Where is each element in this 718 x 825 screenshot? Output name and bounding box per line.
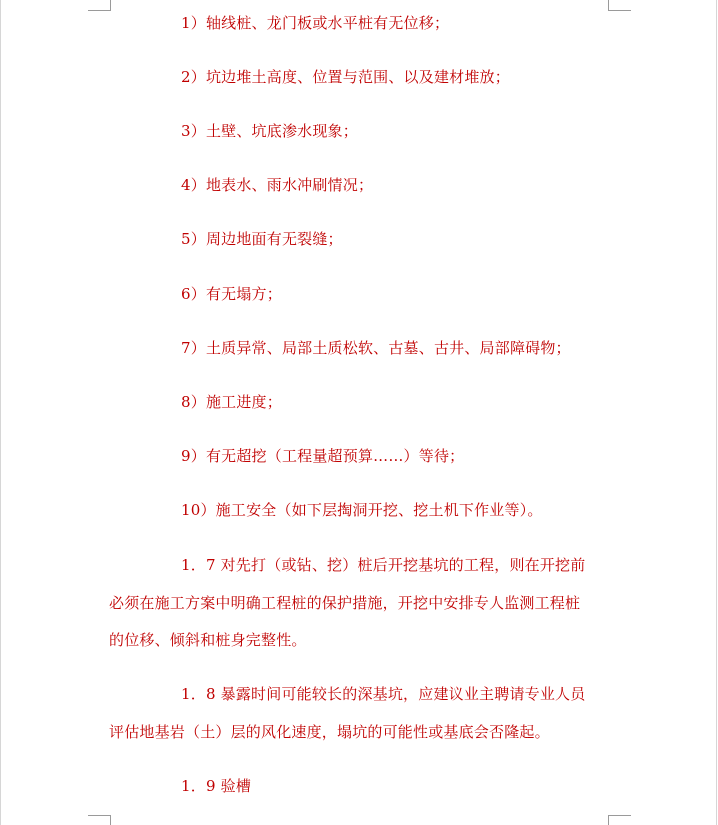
page-right-edge [716, 0, 717, 825]
list-item: 2）坑边堆土高度、位置与范围、以及建材堆放； [181, 68, 510, 86]
list-item: 1）轴线桩、龙门板或水平桩有无位移； [181, 14, 450, 32]
paragraph-line: 1．8 暴露时间可能较长的深基坑，应建议业主聘请专业人员 [181, 685, 586, 703]
list-item: 8）施工进度； [181, 393, 282, 411]
margin-corner-top-left [88, 0, 111, 11]
list-item: 9）有无超挖（工程量超预算……）等待； [181, 447, 465, 465]
list-item: 7）土质异常、局部土质松软、古墓、古井、局部障碍物； [181, 339, 571, 357]
list-item: 5）周边地面有无裂缝； [181, 230, 343, 248]
section-heading: 1．9 验槽 [181, 777, 252, 795]
page-left-edge [0, 0, 1, 825]
list-item: 10）施工安全（如下层掏洞开挖、挖土机下作业等）。 [181, 501, 543, 519]
margin-corner-bottom-right [608, 815, 631, 825]
margin-corner-top-right [608, 0, 631, 11]
paragraph-line: 评估地基岩（土）层的风化速度，塌坑的可能性或基底会否隆起。 [109, 723, 550, 741]
paragraph-line: 1．7 对先打（或钻、挖）桩后开挖基坑的工程，则在开挖前 [181, 556, 586, 574]
list-item: 6）有无塌方； [181, 285, 282, 303]
paragraph-line: 的位移、倾斜和桩身完整性。 [109, 631, 307, 649]
margin-corner-bottom-left [88, 815, 111, 825]
paragraph-line: 必须在施工方案中明确工程桩的保护措施，开挖中安排专人监测工程桩 [109, 594, 581, 612]
list-item: 4）地表水、雨水冲刷情况； [181, 176, 374, 194]
list-item: 3）土壁、坑底渗水现象； [181, 122, 358, 140]
